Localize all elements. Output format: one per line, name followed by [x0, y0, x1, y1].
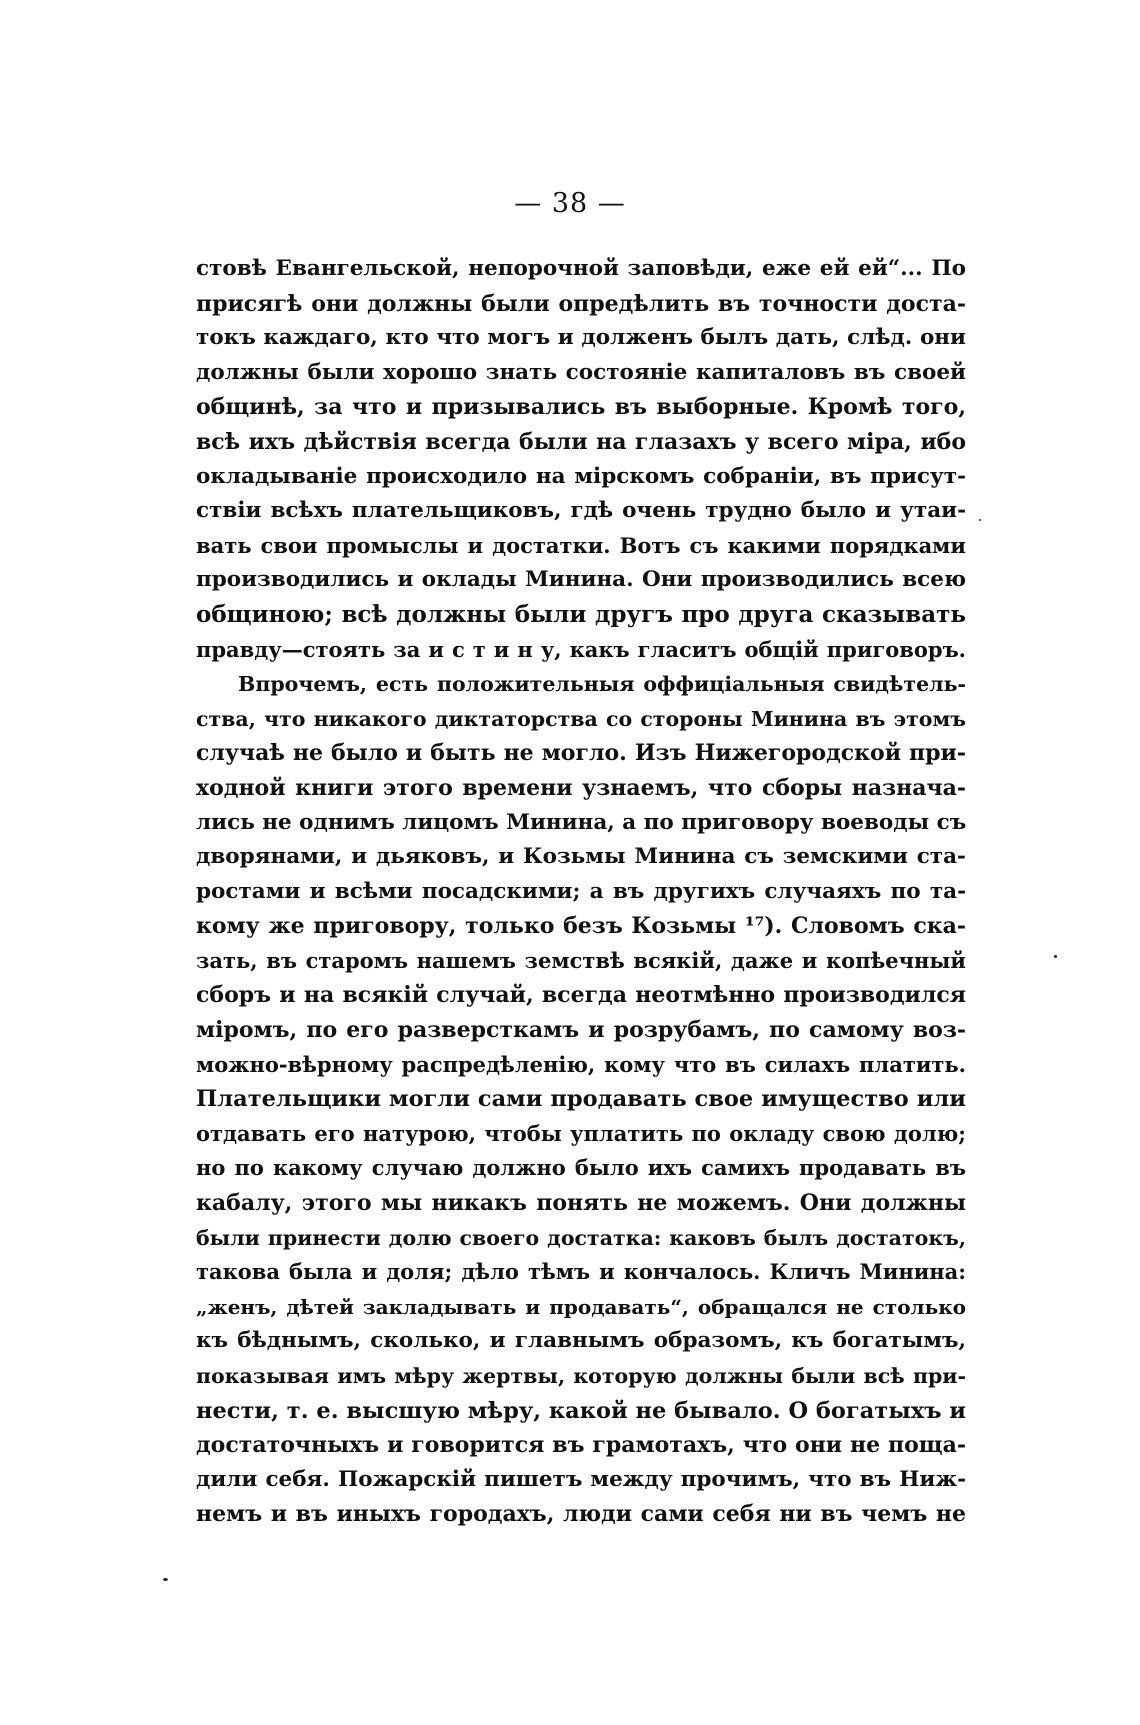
scan-speck: [979, 519, 981, 521]
text-line: ходной книги этого времени узнаемъ, что сборы назнача-: [196, 774, 966, 801]
text-line: кабалу, этого мы никакъ понять не можемъ. Они должны: [196, 1190, 966, 1217]
text-line: общиною; всѣ должны были другъ про друга сказывать: [196, 600, 966, 628]
text-line: сборъ и на всякій случай, всегда неотмѣнно производился: [196, 982, 966, 1009]
text-line: къ бѣднымъ, сколько, и главнымъ образомъ, къ богатымъ,: [196, 1328, 966, 1354]
body-text: [196, 252, 966, 1532]
text-line: токъ каждаго, кто что могъ и долженъ былъ дать, слѣд. они: [196, 325, 966, 351]
text-line: всѣ ихъ дѣйствія всегда были на глазахъ у всего міра, ибо: [196, 428, 966, 455]
text-line: стовѣ Евангельской, непорочной заповѣди, еже ей ей“... По: [196, 256, 966, 281]
text-line: но по какому случаю должно было ихъ самихъ продавать въ: [196, 1155, 966, 1181]
text-line: отдавать его натурою, чтобы уплатить по окладу свою долю;: [196, 1120, 966, 1146]
text-line: окладываніе происходило на мірскомъ собраніи, въ присут-: [196, 463, 966, 489]
text-line: правду—стоять за и с т и н у, какъ гласитъ общій приговоръ.: [196, 636, 966, 662]
text-line: міромъ, по его разверсткамъ и розрубамъ, по самому воз-: [196, 1017, 966, 1044]
text-line: ростами и всѣми посадскими; а въ другихъ случаяхъ по та-: [196, 878, 966, 904]
text-line: можно-вѣрному распредѣленію, кому что въ силахъ платить.: [196, 1051, 966, 1077]
text-line: должны были хорошо знать состояніе капиталовъ въ своей: [196, 359, 966, 385]
text-line: немъ и въ иныхъ городахъ, люди сами себя ни въ чемъ не: [196, 1501, 966, 1528]
text-line: случаѣ не было и быть не могло. Изъ Нижегородской при-: [196, 740, 966, 767]
text-line: такова была и доля; дѣло тѣмъ и кончалось. Кличъ Минина:: [196, 1259, 966, 1285]
text-line: присягѣ они должны были опредѣлить въ точности доста-: [196, 290, 966, 317]
text-line: лись не однимъ лицомъ Минина, а по приговору воеводы съ: [196, 809, 967, 835]
text-line: ства, что никакого диктаторства со стороны Минина въ этомъ: [196, 706, 966, 731]
page-number: — 38 —: [514, 188, 626, 219]
text-line: „женъ, дѣтей закладывать и продавать“, обращался не столько: [196, 1294, 966, 1319]
text-line: дворянами, и дьяковъ, и Козьмы Минина съ земскими ста-: [196, 844, 966, 870]
text-line: дили себя. Пожарскій пишетъ между прочимъ, что въ Ниж-: [196, 1466, 966, 1492]
text-line: кому же приговору, только безъ Козьмы ¹⁷). Словомъ ска-: [196, 913, 966, 940]
scan-speck: [163, 1578, 168, 1581]
scan-speck: [1054, 955, 1057, 958]
text-line: были принести долю своего достатка: каковъ былъ достатокъ,: [196, 1225, 966, 1250]
text-line: производились и оклады Минина. Они производились всею: [196, 567, 966, 593]
text-line: Впрочемъ, есть положительныя оффиціальныя свидѣтель-: [238, 672, 966, 697]
text-line: вать свои промыслы и достатки. Вотъ съ какими порядками: [196, 532, 966, 558]
text-line: ствіи всѣхъ плательщиковъ, гдѣ очень трудно было и утаи-: [196, 498, 966, 524]
text-line: Плательщики могли сами продавать свое имущество или: [196, 1086, 966, 1113]
text-line: общинѣ, за что и призывались въ выборные. Кромѣ того,: [196, 394, 966, 421]
text-line: зать, въ старомъ нашемъ земствѣ всякій, даже и копѣечный: [196, 947, 966, 973]
text-line: нести, т. е. высшую мѣру, какой не бывало. О богатыхъ и: [196, 1397, 966, 1424]
text-line: показывая имъ мѣру жертвы, которую должны были всѣ при-: [196, 1364, 966, 1388]
text-line: достаточныхъ и говорится въ грамотахъ, что они не поща-: [196, 1432, 966, 1459]
